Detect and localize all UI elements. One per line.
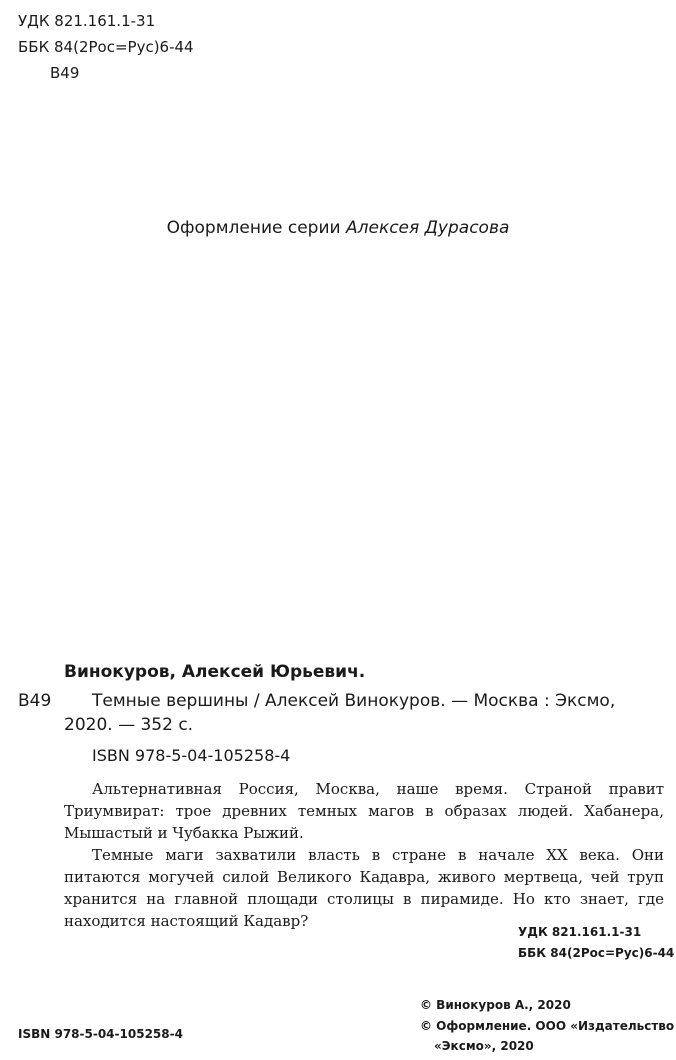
annotation-paragraph-1: Альтернативная Россия, Москва, наше время. Страной правит Триумвират: трое древних темных магов в образах людей. Хабанера, Мышастый и Чубакка Рыжий. bbox=[64, 780, 664, 842]
footer-bbk: ББК 84(2Рос=Рус)6-44 bbox=[518, 946, 675, 960]
catalog-author: Винокуров, Алексей Юрьевич. bbox=[64, 662, 366, 682]
series-credit bbox=[0, 218, 676, 238]
footer-udk: УДК 821.161.1-31 bbox=[518, 925, 642, 939]
copyright-design-line1: © Оформление. ООО «Издательство bbox=[420, 1019, 675, 1033]
annotation bbox=[64, 778, 664, 932]
bbk-code: ББК 84(2Рос=Рус)6-44 bbox=[18, 38, 194, 56]
author-mark: В49 bbox=[50, 64, 80, 82]
udk-code: УДК 821.161.1-31 bbox=[18, 12, 156, 30]
annotation-paragraph-2: Темные маги захватили власть в стране в начале XX века. Они питаются могучей силой Великого Кадавра, живого мертвеца, чей труп хранится на главной площади столицы в пирамиде. Но кто знает, где находится настоящий Кадавр? bbox=[64, 846, 664, 930]
copyright-design-line2: «Эксмо», 2020 bbox=[434, 1039, 534, 1053]
series-designer: Алексея Дурасова bbox=[345, 218, 510, 238]
series-credit-prefix: Оформление серии bbox=[166, 218, 346, 238]
catalog-isbn: ISBN 978-5-04-105258-4 bbox=[92, 746, 291, 765]
copyright-author: © Винокуров А., 2020 bbox=[420, 998, 571, 1012]
catalog-title-line1: Темные вершины / Алексей Винокуров. — Москва : Эксмо, bbox=[92, 691, 616, 711]
catalog-code: В49 bbox=[18, 691, 52, 711]
catalog-title-line2: 2020. — 352 с. bbox=[64, 715, 194, 735]
footer-isbn: ISBN 978-5-04-105258-4 bbox=[18, 1027, 183, 1041]
